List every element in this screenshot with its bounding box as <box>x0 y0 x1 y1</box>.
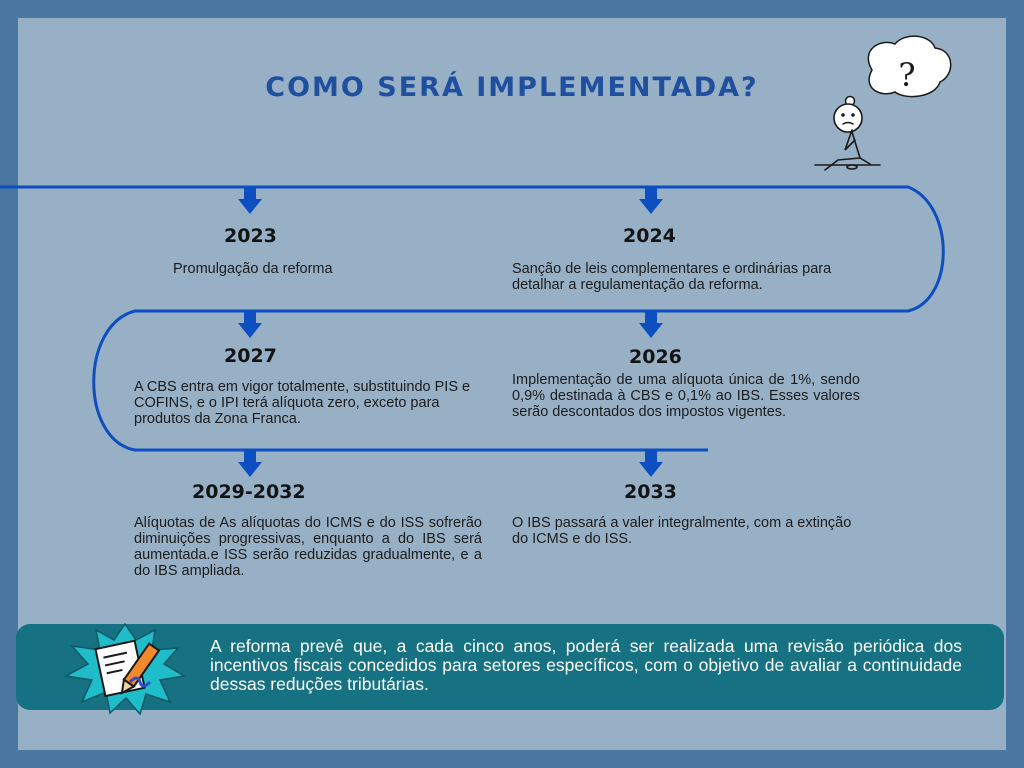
document-pencil-icon <box>60 620 190 716</box>
banner-text: A reforma prevê que, a cada cinco anos, poderá ser realizada uma revisão periódica dos incentivos fiscais concedidos para setores específicos, com o objetivo de avaliar a continuidade dessas reduções tributárias. <box>210 636 962 694</box>
milestone-year-2033: 2033 <box>624 481 677 503</box>
milestone-year-2027: 2027 <box>224 345 277 367</box>
milestone-year-2026: 2026 <box>629 346 682 368</box>
timeline-arrow-2023 <box>238 186 262 214</box>
milestone-year-2029-2032: 2029-2032 <box>192 481 306 503</box>
milestone-text-2029-2032: Alíquotas de As alíquotas do ICMS e do ISS sofrerão diminuições progressivas, enquanto a do IBS será aumentada.e ISS serão reduzidas gradualmente, e a do IBS ampliada. <box>134 515 482 579</box>
milestone-text-2033: O IBS passará a valer integralmente, com a extinção do ICMS e do ISS. <box>512 515 852 547</box>
timeline-arrow-2033 <box>639 449 663 477</box>
thinking-person-icon <box>815 104 880 170</box>
milestone-text-2024: Sanção de leis complementares e ordinárias para detalhar a regulamentação da reforma. <box>512 261 832 293</box>
timeline-arrow-2029-2032 <box>238 449 262 477</box>
timeline-arrow-2027 <box>238 310 262 338</box>
milestone-text-2026: Implementação de uma alíquota única de 1%, sendo 0,9% destinada à CBS e 0,1% ao IBS. Esses valores serão descontados dos impostos vigentes. <box>512 372 860 420</box>
page-title: COMO SERÁ IMPLEMENTADA? <box>265 72 759 103</box>
milestone-text-2027: A CBS entra em vigor totalmente, substituindo PIS e COFINS, e o IPI terá alíquota zero, exceto para produtos da Zona Franca. <box>134 379 471 427</box>
milestone-year-2024: 2024 <box>623 225 676 247</box>
timeline-arrow-2024 <box>639 186 663 214</box>
milestone-year-2023: 2023 <box>224 225 277 247</box>
question-mark-glyph: ? <box>898 56 916 94</box>
milestone-text-2023: Promulgação da reforma <box>173 261 333 277</box>
timeline-arrow-2026 <box>639 310 663 338</box>
